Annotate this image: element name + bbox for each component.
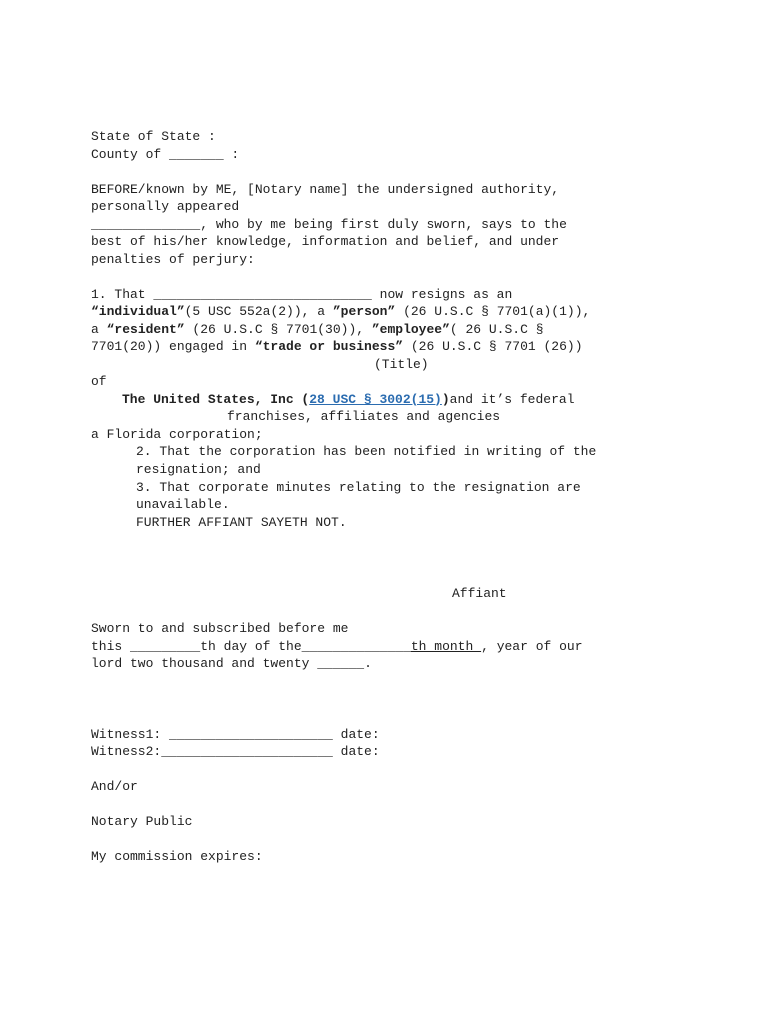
corporation-close: )	[441, 392, 450, 407]
resident-ref: (26 U.S.C § 7701(30)),	[184, 322, 372, 337]
clause-1-line-3	[91, 321, 544, 338]
trade-term: “trade or business”	[254, 339, 404, 354]
individual-term: “individual”	[91, 304, 185, 319]
usc-link[interactable]: 28 USC § 3002(15)	[309, 392, 442, 407]
employee-ref: ( 26 U.S.C §	[449, 322, 544, 337]
ref-continuation: 7701(20)) engaged in	[91, 339, 255, 354]
state-line: State of State :	[91, 129, 216, 144]
resident-term: “resident”	[106, 322, 185, 337]
clause-3-line-1: 3. That corporate minutes relating to the resignation are	[136, 480, 581, 495]
th-day-text: th day of the	[200, 639, 302, 654]
clause-1-line-1	[91, 286, 512, 303]
a-prefix: a	[91, 322, 107, 337]
clause-1-prefix: 1. That	[91, 287, 154, 302]
period: .	[364, 656, 372, 671]
intro-line-4: best of his/her knowledge, information and belief, and under	[91, 234, 560, 249]
resigns-text: now resigns as an	[371, 287, 513, 302]
witness-2-line: Witness2:______________________ date:	[91, 744, 380, 759]
sworn-line-2	[91, 638, 583, 655]
federal-text: and it’s federal	[449, 392, 575, 407]
sworn-line-3	[91, 655, 372, 672]
commission-expires-label: My commission expires:	[91, 849, 263, 864]
person-ref: (26 U.S.C § 7701(a)(1)),	[395, 304, 591, 319]
clause-1-line-4	[91, 338, 583, 355]
county-line: County of _______ :	[91, 147, 240, 162]
intro-line-5: penalties of perjury:	[91, 252, 255, 267]
corporation-name: The United States, Inc (	[122, 392, 310, 407]
day-blank: _________	[130, 639, 201, 654]
corporation-line	[122, 391, 575, 408]
witness-1-line: Witness1: _____________________ date:	[91, 727, 380, 742]
intro-line-1: BEFORE/known by ME, [Notary name] the undersigned authority,	[91, 182, 560, 197]
further-affiant-line: FURTHER AFFIANT SAYETH NOT.	[136, 515, 347, 530]
notary-public-label: Notary Public	[91, 814, 193, 829]
title-label: (Title)	[374, 357, 429, 372]
intro-line-3: ______________, who by me being first duly sworn, says to the	[91, 217, 567, 232]
lord-text: lord two thousand and twenty	[91, 656, 318, 671]
intro-line-2: personally appeared	[91, 199, 240, 214]
sworn-line-1: Sworn to and subscribed before me	[91, 621, 349, 636]
individual-ref: (5 USC 552a(2)), a	[184, 304, 333, 319]
person-term: ”person”	[332, 304, 396, 319]
affiant-label: Affiant	[452, 586, 507, 601]
name-blank: ____________________________	[153, 287, 372, 302]
year-blank: ______	[317, 656, 365, 671]
of-label: of	[91, 374, 107, 389]
and-or-label: And/or	[91, 779, 138, 794]
clause-3-line-2: unavailable.	[136, 497, 230, 512]
this-text: this	[91, 639, 131, 654]
month-blank: ______________	[301, 639, 411, 654]
employee-term: ”employee”	[371, 322, 450, 337]
florida-line: a Florida corporation;	[91, 427, 263, 442]
franchises-line: franchises, affiliates and agencies	[227, 409, 501, 424]
clause-2-line-2: resignation; and	[136, 462, 261, 477]
clause-1-line-2	[91, 303, 590, 320]
th-month-text: th month	[410, 639, 482, 654]
clause-2-line-1: 2. That the corporation has been notified in writing of the	[136, 444, 597, 459]
year-of-our-text: , year of our	[481, 639, 583, 654]
trade-ref: (26 U.S.C § 7701 (26))	[403, 339, 583, 354]
